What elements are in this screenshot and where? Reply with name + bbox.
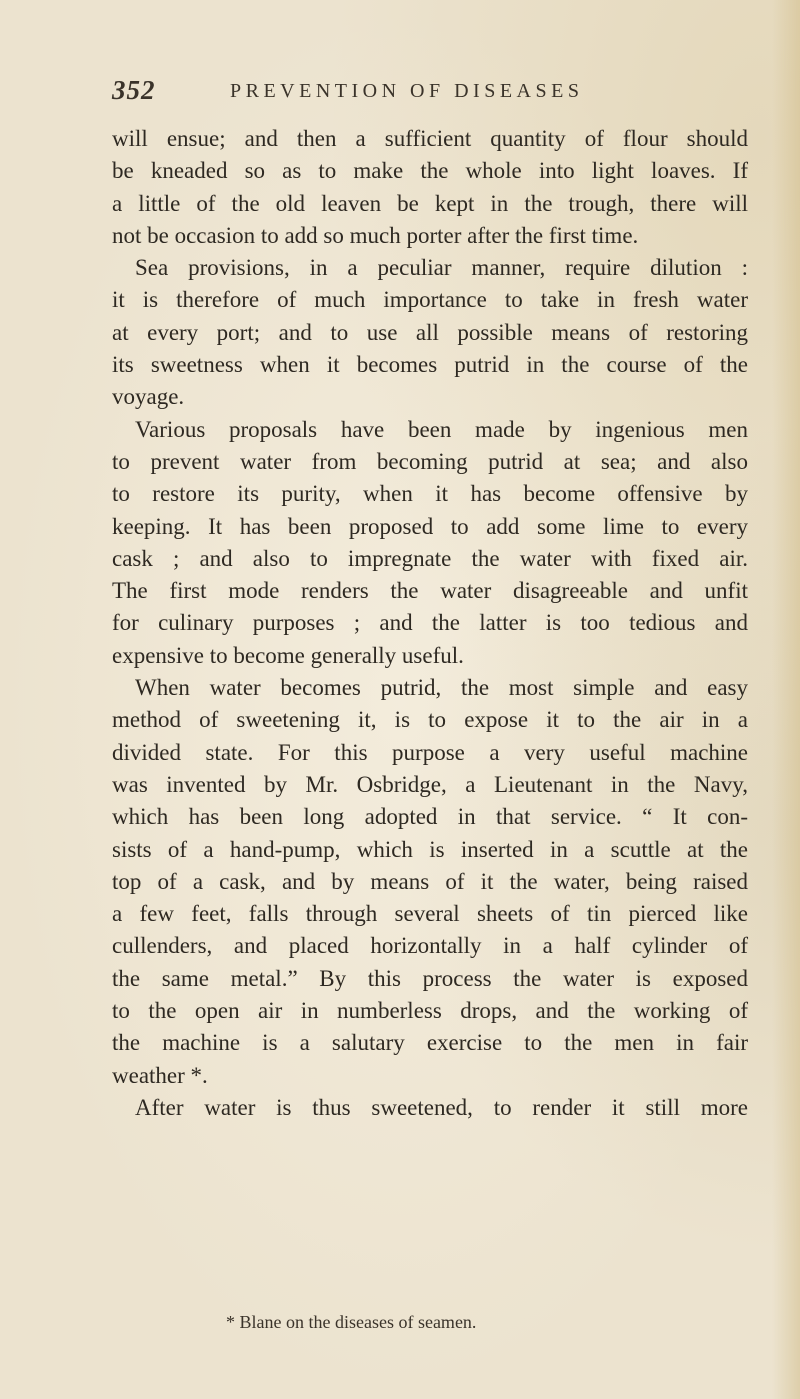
text-line: After water is thus sweetened, to render it still more xyxy=(135,1094,748,1120)
body-text xyxy=(112,123,748,1124)
text-line: not be occasion to add so much porter after the first time. xyxy=(112,222,639,248)
text-line: for culinary purposes ; and the latter is too tedious and xyxy=(112,610,748,636)
text-line: was invented by Mr. Osbridge, a Lieutenant in the Navy, xyxy=(112,771,748,797)
text-line: When water becomes putrid, the most simple and easy xyxy=(135,675,748,701)
text-line: will ensue; and then a sufficient quantity of flour should xyxy=(112,126,748,151)
text-line: to the open air in numberless drops, and the working of xyxy=(112,998,748,1024)
page-number: 352 xyxy=(112,75,156,105)
text-line: to restore its purity, when it has become offensive by xyxy=(112,481,748,507)
text-line: its sweetness when it becomes putrid in the course of the xyxy=(112,352,748,378)
text-line: the machine is a salutary exercise to the men in fair xyxy=(112,1030,748,1056)
text-line: weather *. xyxy=(112,1062,208,1088)
footnote: * Blane on the diseases of seamen. xyxy=(226,1312,477,1332)
text-line: at every port; and to use all possible means of restoring xyxy=(112,319,748,345)
text-line: cullenders, and placed horizontally in a half cylinder of xyxy=(112,933,748,959)
text-line: to prevent water from becoming putrid at sea; and also xyxy=(112,448,748,474)
text-line: method of sweetening it, is to expose it to the air in a xyxy=(112,707,748,733)
text-line: sists of a hand-pump, which is inserted in a scuttle at the xyxy=(112,836,748,862)
text-line: which has been long adopted in that service. “ It con- xyxy=(112,804,748,830)
text-line: expensive to become generally useful. xyxy=(112,642,464,668)
text-line: a little of the old leaven be kept in the trough, there will xyxy=(112,190,748,216)
text-line: The first mode renders the water disagreeable and unfit xyxy=(112,578,748,604)
text-line: cask ; and also to impregnate the water with fixed air. xyxy=(112,545,748,571)
text-line: a few feet, falls through several sheets of tin pierced like xyxy=(112,901,748,927)
text-line: Sea provisions, in a peculiar manner, require dilution : xyxy=(135,255,748,281)
text-line: it is therefore of much importance to take in fresh water xyxy=(112,287,748,313)
text-line: top of a cask, and by means of it the water, being raised xyxy=(112,868,748,894)
text-line: Various proposals have been made by ingenious men xyxy=(135,416,748,442)
text-line: be kneaded so as to make the whole into light loaves. If xyxy=(112,158,748,184)
text-line: divided state. For this purpose a very useful machine xyxy=(112,739,748,765)
text-line: keeping. It has been proposed to add some lime to every xyxy=(112,513,748,539)
page-header xyxy=(112,75,712,115)
page-edge-shading xyxy=(772,0,800,1399)
running-head: PREVENTION OF DISEASES xyxy=(230,80,584,102)
text-line: voyage. xyxy=(112,384,185,410)
text-line: the same metal.” By this process the water is exposed xyxy=(112,965,748,991)
